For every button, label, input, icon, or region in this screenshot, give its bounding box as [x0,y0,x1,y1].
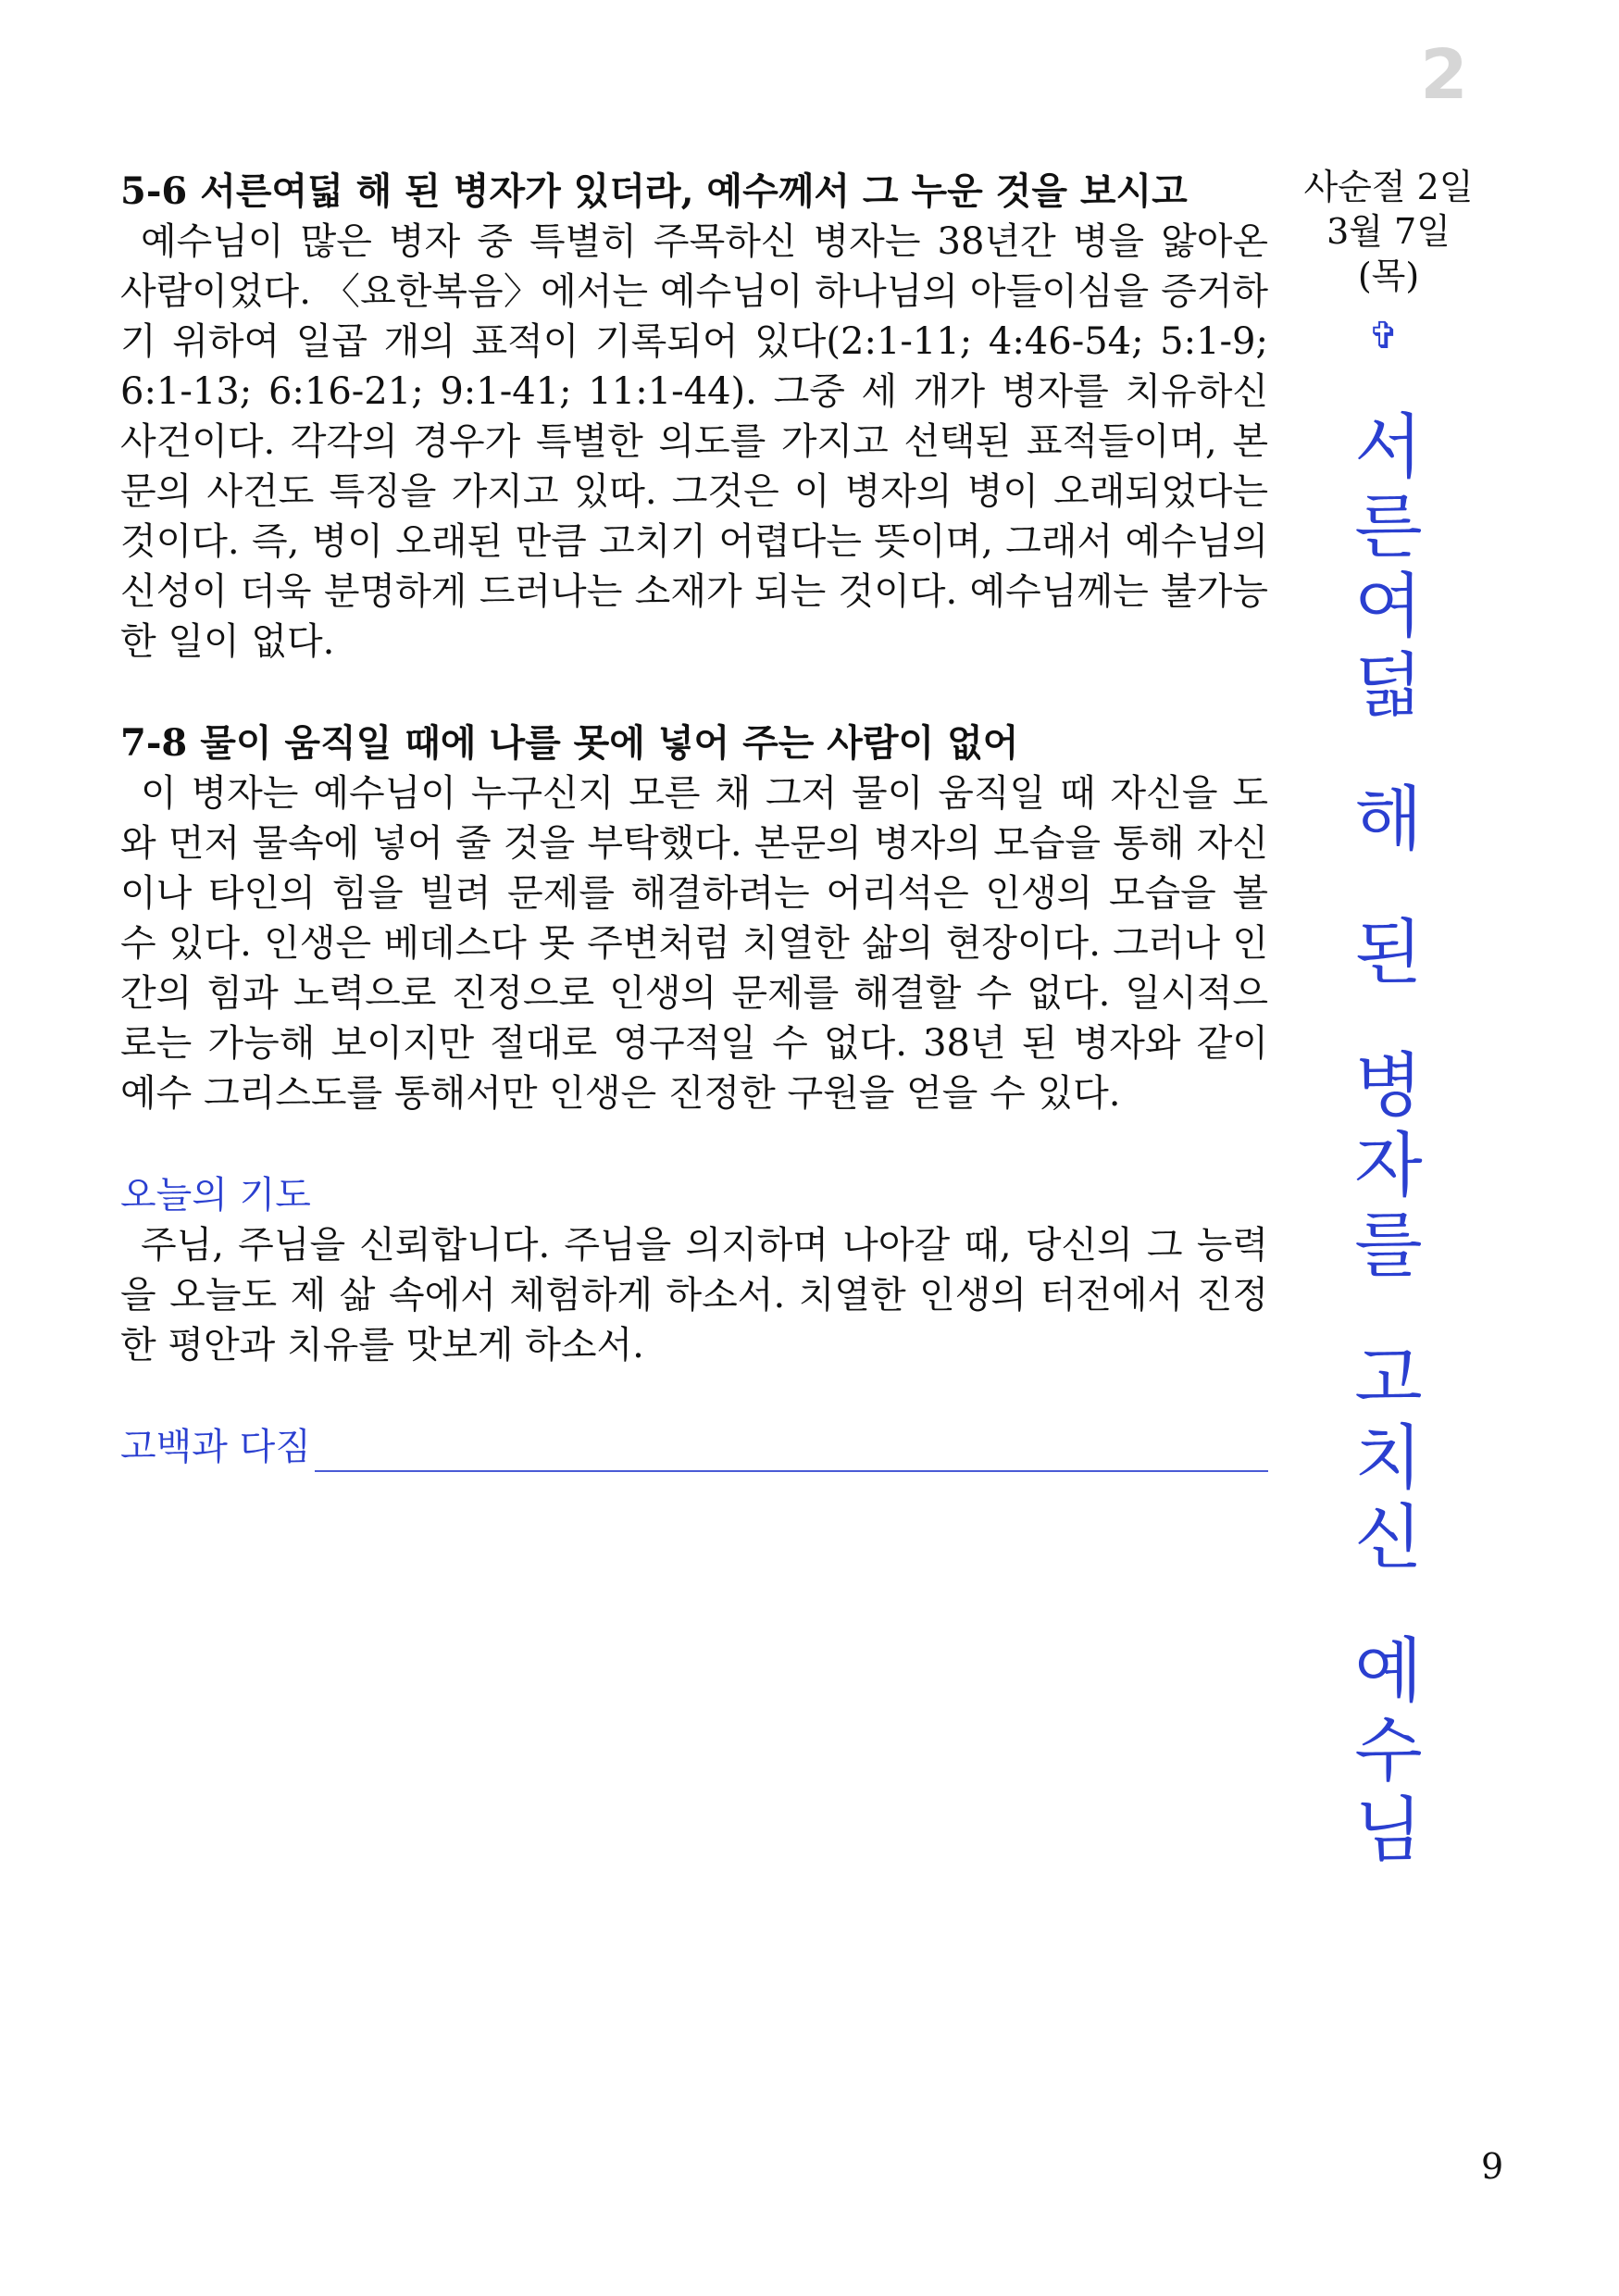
vertical-title-char: 서 [1354,406,1423,488]
vertical-title-space [1333,1578,1444,1631]
vertical-title-char: 치 [1354,1416,1423,1499]
section-1-heading: 5-6 서른여덟 해 된 병자가 있더라, 예수께서 그 누운 것을 보시고 [120,169,1188,213]
vertical-title-char: 해 [1354,778,1423,860]
prayer-heading: 오늘의 기도 [120,1174,311,1217]
vertical-title-char: 른 [1354,485,1423,568]
vertical-title-char: 병 [1354,1044,1423,1127]
vertical-title-space [1333,859,1444,913]
vertical-title-space [1333,726,1444,780]
cross-icon: ✞ [1368,315,1400,357]
confession-write-line[interactable] [315,1433,1268,1472]
vertical-title-char: 수 [1354,1709,1423,1791]
section-2-body: 이 병자는 예수님이 누구신지 모른 채 그저 물이 움직일 때 자신을 도와 먼저 물속에 넣어 줄 것을 부탁했다. 본문의 병자의 모습을 통해 자신이나 타인의 힘을 빌려 문제를 해결하려는 어리석은 인생의 모습을 볼 수 있다. 인생은 베데스다 못 주변처럼 치열한 삶의 현장이다. 그러나 인간의 힘과 노력으로 진정으로 인생의 문제를 해결할 수 없다. 일시적으로는 가능해 보이지만 절대로 영구적일 수 없다. 38년 된 병자와 같이 예수 그리스도를 통해서만 인생은 진정한 구원을 얻을 수 있다. [120,772,1268,1115]
prayer-body: 주님, 주님을 신뢰합니다. 주님을 의지하며 나아갈 때, 당신의 그 능력을 오늘도 제 삶 속에서 체험하게 하소서. 치열한 인생의 터전에서 진정한 평안과 치유를 맛보게 하소서. [120,1224,1268,1366]
section-1-body: 예수님이 많은 병자 중 특별히 주목하신 병자는 38년간 병을 앓아온 사람이었다. 〈요한복음〉에서는 예수님이 하나님의 아들이심을 증거하기 위하여 일곱 개의 표적이 기록되어 있다(2:1-11; 4:46-54; 5:1-9; 6:1-13; 6:16-21; 9:1-41; 11:1-44). 그중 세 개가 병자를 치유하신 사건이다. 각각의 경우가 특별한 의도를 가지고 선택된 표적들이며, 본문의 사건도 특징을 가지고 있따. 그것은 이 병자의 병이 오래되었다는 것이다. 즉, 병이 오래된 만큼 고치기 어렵다는 뜻이며, 그래서 예수님의 신성이 더욱 분명하게 드러나는 소재가 되는 것이다. 예수님께는 불가능한 일이 없다. [120,220,1268,663]
vertical-title-space [1333,1285,1444,1339]
spacer [120,1370,1268,1422]
vertical-title-char: 님 [1354,1789,1423,1871]
confession-row [120,1422,1268,1472]
vertical-title-char: 예 [1354,1629,1423,1712]
confession-label: 고백과 다짐 [120,1426,311,1468]
date-label: 3월 7일(목) [1326,211,1451,296]
page-number: 9 [1481,2146,1504,2187]
vertical-title-char: 자 [1354,1124,1423,1206]
spacer [120,1118,1268,1170]
vertical-title-char: 된 [1354,911,1423,993]
vertical-title-char: 고 [1354,1337,1423,1419]
vertical-title-char: 여 [1354,565,1423,647]
sidebar-date-block [1296,165,1481,298]
vertical-title-space [1333,992,1444,1046]
vertical-title-char: 를 [1354,1204,1423,1286]
vertical-title-char: 덟 [1354,644,1423,727]
chapter-number: 2 [1420,35,1468,115]
section-2-heading: 7-8 물이 움직일 때에 나를 못에 넣어 주는 사람이 없어 [120,721,1019,765]
vertical-title [1333,407,1444,1870]
devotional-main-column [120,167,1268,1472]
spacer [120,667,1268,718]
vertical-title-char: 신 [1354,1496,1423,1578]
season-label: 사순절 2일 [1303,167,1474,207]
